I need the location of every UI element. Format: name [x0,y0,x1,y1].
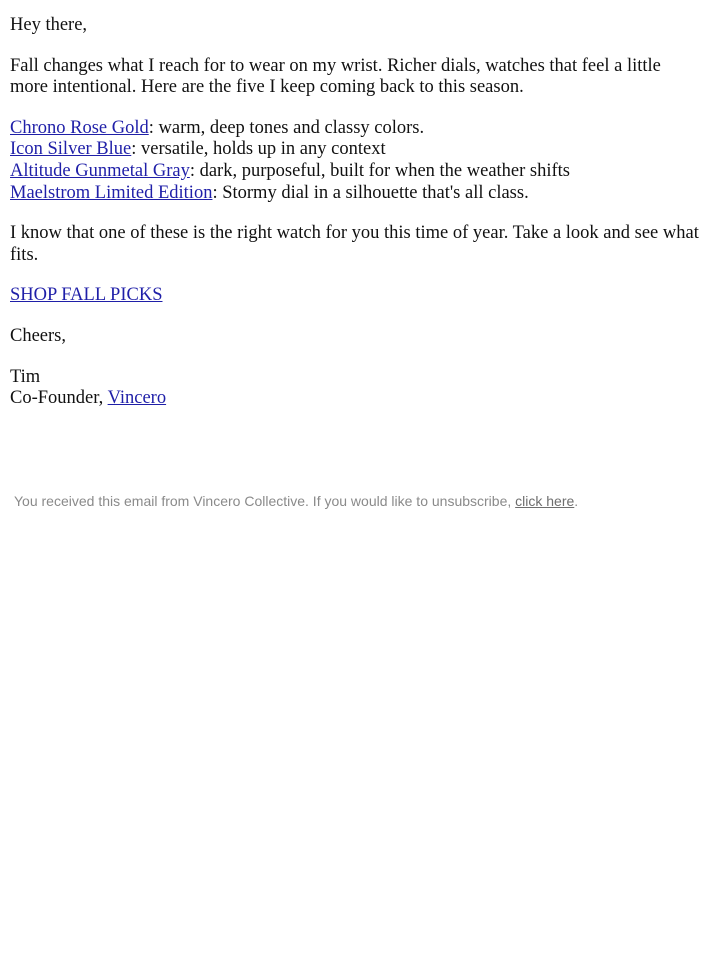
pick-item [10,183,529,203]
pick-item [10,118,424,138]
intro-paragraph: Fall changes what I reach for to wear on my wrist. Richer dials, watches that feel a little more intentional. Here are the five I keep coming back to this season. [10,55,661,98]
footer-text: You received this email from Vincero Collective. If you would like to unsubscribe, [14,493,516,509]
pick-item [10,139,386,159]
pick-link-maelstrom-limited-edition[interactable]: Maelstrom Limited Edition [10,182,213,203]
cta-paragraph [10,285,700,307]
pick-item [10,161,570,181]
pick-description: : versatile, holds up in any context [131,139,386,160]
email-body [10,15,700,429]
watch-picks-list [10,118,700,204]
pick-description: : warm, deep tones and classy colors. [148,117,425,138]
unsubscribe-link[interactable]: click here [515,493,575,509]
signature-title: Co-Founder, [10,388,108,409]
footer-end: . [574,493,579,509]
shop-fall-picks-link[interactable]: SHOP FALL PICKS [10,285,163,306]
pick-link-altitude-gunmetal-gray[interactable]: Altitude Gunmetal Gray [10,160,190,181]
pick-description: : Stormy dial in a silhouette that's all class. [212,182,529,203]
signoff: Cheers, [10,325,66,346]
pick-description: : dark, purposeful, built for when the weather shifts [189,160,571,181]
signature [10,367,700,410]
closing-paragraph: I know that one of these is the right watch for you this time of year. Take a look and see what fits. [10,223,699,265]
greeting: Hey there, [10,15,88,35]
pick-link-chrono-rose-gold[interactable]: Chrono Rose Gold [10,117,149,138]
signature-name: Tim [10,366,41,387]
vincero-link[interactable]: Vincero [107,388,167,409]
email-footer [14,491,704,511]
pick-link-icon-silver-blue[interactable]: Icon Silver Blue [10,139,132,160]
